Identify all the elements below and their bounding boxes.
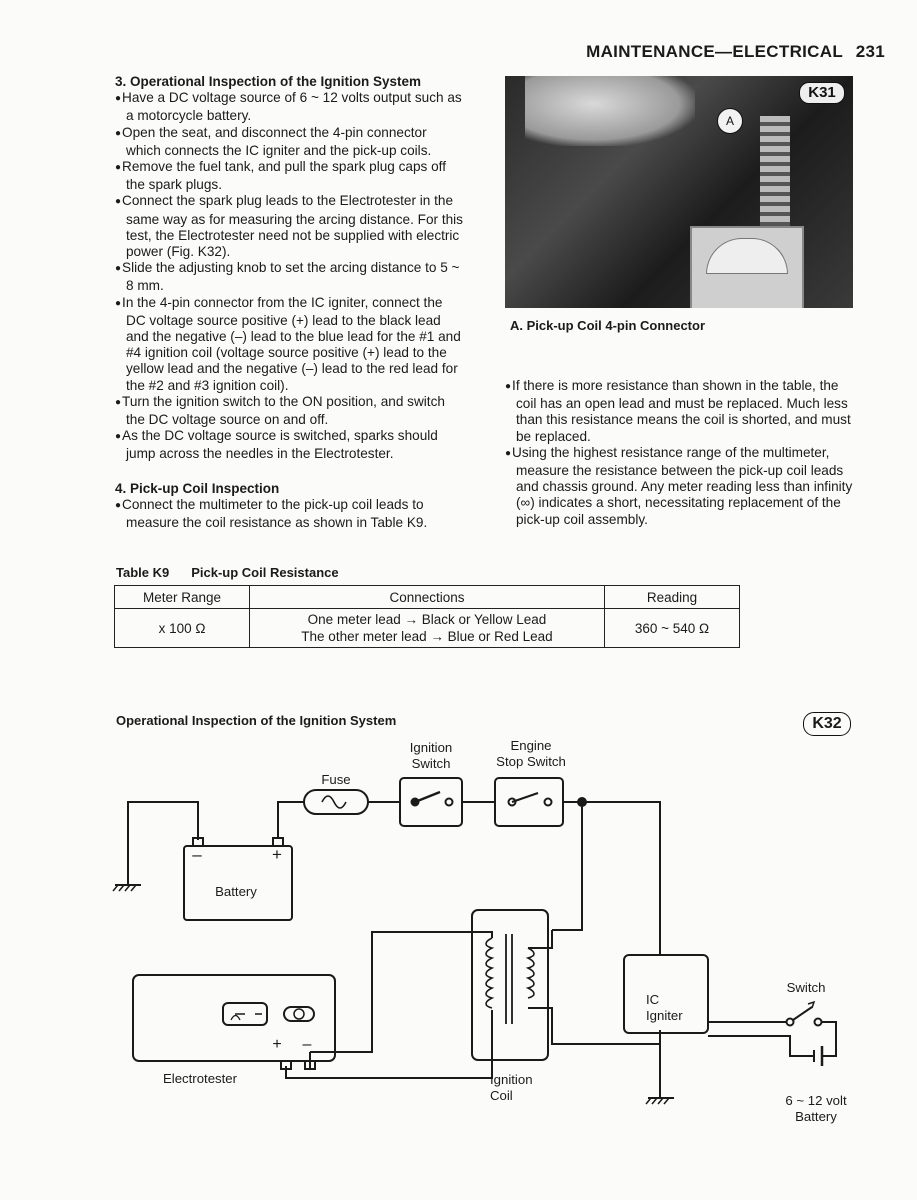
engine-stop-switch-box: [495, 778, 563, 826]
table-number: Table K9: [116, 565, 170, 580]
table-header: Reading: [605, 586, 740, 609]
page-number: 231: [855, 42, 885, 61]
wire-coil-to-electrotester: [310, 932, 492, 1052]
section-4-bullet: ● Connect the multimeter to the pick-up coil leads to measure the coil resistance as shown in Table K9.: [115, 497, 465, 531]
wire-coil-to-electrotester-plus: [286, 1010, 492, 1078]
section-3-bullet: ● As the DC voltage source is switched, sparks should jump across the needles in the Electrotester.: [115, 428, 465, 462]
table-header: Connections: [250, 586, 605, 609]
section-3-title: 3. Operational Inspection of the Ignition System: [115, 74, 422, 89]
volt-battery-label: 6 ~ 12 volt Battery: [785, 1093, 847, 1124]
wire-battery-to-fuse: [278, 802, 304, 838]
table-name: Pick-up Coil Resistance: [191, 565, 339, 580]
wire-to-coil-primary: [552, 802, 582, 930]
right-bullet: ● If there is more resistance than shown in the table, the coil has an open lead and must be replaced. Much less than this resistance means the coil is shorted, and must be replaced.: [505, 378, 855, 445]
right-bullet: ● Using the highest resistance range of the multimeter, measure the resistance between the pick-up coil leads and chassis ground. Any meter reading less than infinity (∞) indicates a short, necessitating replacement of the pick-up coil assembly.: [505, 445, 855, 528]
ignition-switch-label: Ignition Switch: [409, 740, 453, 771]
ignition-coil-label: Ignition Coil: [490, 1072, 533, 1103]
battery-label: Battery: [215, 884, 257, 899]
section-3-bullet: ● Turn the ignition switch to the ON position, and switch the DC voltage source on and off.: [115, 394, 465, 428]
section-3-bullet: ● Have a DC voltage source of 6 ~ 12 volts output such as a motorcycle battery.: [115, 90, 465, 124]
section-4-title: 4. Pick-up Coil Inspection: [115, 480, 280, 496]
wire-ground-to-battery-minus: [128, 802, 198, 885]
electrotester-label: Electrotester: [162, 1071, 238, 1086]
figure-label-k31: K31: [799, 82, 845, 104]
electrotester-minus-label: –: [302, 1036, 312, 1053]
table-header: Meter Range: [115, 586, 250, 609]
wire-to-ic-igniter: [563, 802, 660, 955]
section-3-bullet: ● Remove the fuel tank, and pull the spark plug caps off the spark plugs.: [115, 159, 465, 193]
wire-switch-to-battery: [822, 1022, 836, 1056]
header-title: MAINTENANCE—ELECTRICAL: [586, 42, 843, 61]
engine-stop-switch-label: Engine Stop Switch: [496, 738, 566, 769]
battery-minus-label: –: [192, 845, 202, 864]
meter-range-cell: x 100 Ω: [115, 609, 250, 648]
fuse-label: Fuse: [321, 772, 351, 787]
section-3-bullet: ● Slide the adjusting knob to set the arcing distance to 5 ~ 8 mm.: [115, 260, 465, 294]
section-3-bullet: ● In the 4-pin connector from the IC igniter, connect the DC voltage source positive (+) lead to the black lead and the negative (–) lead to the blue lead for the #1 and #4 ignition coil (voltage source positive (+) lead to the yellow lead and the negative (–) lead to the red lead for the #2 and #3 ignition coil).: [115, 295, 465, 394]
connection-line: One meter lead → Black or Yellow Lead: [307, 612, 547, 627]
ic-igniter-label: IC Igniter: [646, 992, 683, 1023]
reading-cell: 360 ~ 540 Ω: [605, 609, 740, 648]
section-3-bullet: ● Connect the spark plug leads to the Electrotester in the same way as for measuring the arcing distance. For this test, the Electrotester need not be supplied with electric power (Fig. K32).: [115, 193, 465, 260]
connection-line: The other meter lead → Blue or Red Lead: [301, 629, 553, 644]
battery-plus-label: +: [272, 845, 282, 864]
switch-label: Switch: [786, 980, 826, 995]
figure-label-k32: K32: [803, 712, 851, 736]
fuse-symbol: [304, 790, 368, 814]
photo-caption: A. Pick-up Coil 4-pin Connector: [510, 318, 706, 333]
electrotester-plus-label: +: [272, 1036, 282, 1053]
diagram-title: Operational Inspection of the Ignition System: [116, 713, 397, 728]
callout-a: A: [717, 108, 743, 134]
section-3-bullet: ● Open the seat, and disconnect the 4-pin connector which connects the IC igniter and the pick-up coils.: [115, 125, 465, 159]
